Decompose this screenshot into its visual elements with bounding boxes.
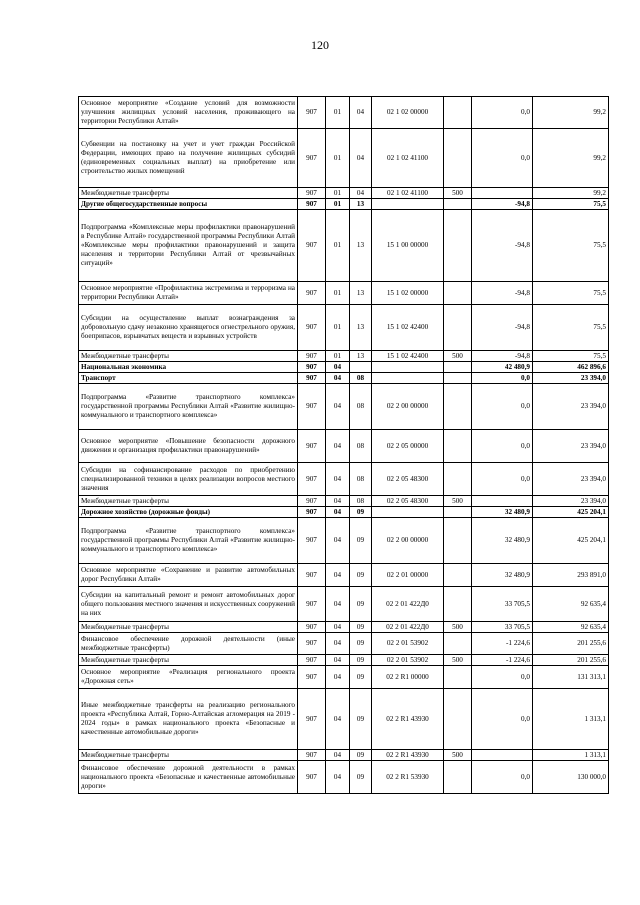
row-expense-type [444, 210, 472, 282]
row-target-article: 02 2 01 53902 [372, 633, 444, 655]
row-section-code: 04 [326, 761, 350, 794]
row-name: Межбюджетные трансферты [79, 351, 298, 362]
row-total-amount: 75,5 [533, 199, 609, 210]
row-expense-type: 500 [444, 622, 472, 633]
row-ved-code: 907 [298, 633, 326, 655]
table-row [79, 633, 609, 655]
row-name: Межбюджетные трансферты [79, 655, 298, 666]
table-row [79, 496, 609, 507]
row-change-amount [472, 496, 533, 507]
row-total-amount: 75,5 [533, 351, 609, 362]
row-name: Межбюджетные трансферты [79, 188, 298, 199]
row-total-amount: 92 635,4 [533, 622, 609, 633]
row-subsection-code: 13 [350, 305, 372, 351]
row-expense-type [444, 761, 472, 794]
row-change-amount: -94,8 [472, 305, 533, 351]
row-ved-code: 907 [298, 496, 326, 507]
row-name: Финансовое обеспечение дорожной деятельности (иные межбюджетные трансферты) [79, 633, 298, 655]
row-subsection-code: 13 [350, 351, 372, 362]
row-total-amount: 92 635,4 [533, 587, 609, 622]
row-expense-type [444, 97, 472, 129]
row-expense-type [444, 282, 472, 305]
row-expense-type [444, 564, 472, 587]
row-subsection-code: 09 [350, 507, 372, 518]
row-total-amount: 201 255,6 [533, 633, 609, 655]
row-subsection-code: 09 [350, 666, 372, 689]
row-change-amount: 0,0 [472, 97, 533, 129]
row-target-article: 02 2 01 422Д0 [372, 587, 444, 622]
row-expense-type [444, 384, 472, 430]
row-subsection-code: 04 [350, 97, 372, 129]
row-name: Другие общегосударственные вопросы [79, 199, 298, 210]
row-section-code: 01 [326, 199, 350, 210]
row-subsection-code: 13 [350, 199, 372, 210]
table-row [79, 351, 609, 362]
row-ved-code: 907 [298, 384, 326, 430]
budget-table-body [79, 97, 609, 794]
table-row [79, 362, 609, 373]
row-section-code: 01 [326, 282, 350, 305]
row-name: Основное мероприятие «Сохранение и развитие автомобильных дорог Республики Алтай» [79, 564, 298, 587]
row-total-amount: 1 313,1 [533, 689, 609, 750]
row-section-code: 01 [326, 210, 350, 282]
row-name: Национальная экономика [79, 362, 298, 373]
row-name: Субсидии на осуществление выплат вознаграждения за добровольную сдачу незаконно хранящегося огнестрельного оружия, боеприпасов, взрывчатых веществ и взрывных устройств [79, 305, 298, 351]
row-subsection-code: 09 [350, 564, 372, 587]
row-section-code: 04 [326, 633, 350, 655]
row-change-amount: 0,0 [472, 129, 533, 188]
row-name: Транспорт [79, 373, 298, 384]
row-ved-code: 907 [298, 518, 326, 564]
row-total-amount: 293 891,0 [533, 564, 609, 587]
table-row [79, 384, 609, 430]
row-change-amount [472, 750, 533, 761]
row-change-amount: 33 705,5 [472, 622, 533, 633]
row-total-amount: 1 313,1 [533, 750, 609, 761]
row-name: Основное мероприятие «Профилактика экстремизма и терроризма на территории Республики Алтай» [79, 282, 298, 305]
page-number: 120 [311, 38, 329, 52]
row-ved-code: 907 [298, 761, 326, 794]
row-name: Субвенции на постановку на учет и учет граждан Российской Федерации, имеющих право на получение жилищных субсидий (единовременных социальных выплат) на приобретение или строительство жилых помещений [79, 129, 298, 188]
row-subsection-code: 08 [350, 373, 372, 384]
row-ved-code: 907 [298, 97, 326, 129]
row-target-article [372, 362, 444, 373]
row-section-code: 04 [326, 463, 350, 496]
row-ved-code: 907 [298, 564, 326, 587]
table-row [79, 430, 609, 463]
table-row [79, 199, 609, 210]
row-change-amount: 0,0 [472, 463, 533, 496]
row-expense-type [444, 666, 472, 689]
row-subsection-code: 08 [350, 430, 372, 463]
row-name: Субсидии на софинансирование расходов по приобретению специализированной техники в целях реализации вопросов местного значения [79, 463, 298, 496]
row-target-article: 02 2 R1 43930 [372, 750, 444, 761]
row-total-amount: 99,2 [533, 97, 609, 129]
row-expense-type [444, 507, 472, 518]
row-section-code: 04 [326, 518, 350, 564]
row-target-article: 15 1 02 00000 [372, 282, 444, 305]
row-change-amount: 32 480,9 [472, 518, 533, 564]
row-change-amount [472, 188, 533, 199]
row-change-amount: -94,8 [472, 210, 533, 282]
row-section-code: 04 [326, 750, 350, 761]
row-name: Иные межбюджетные трансферты на реализацию регионального проекта «Республика Алтай, Горно-Алтайская агломерация на 2019 - 2024 годы» в рамках национального проекта «Безопасные и качественные автомобильные дороги» [79, 689, 298, 750]
row-target-article: 02 2 R1 53930 [372, 761, 444, 794]
table-row [79, 282, 609, 305]
row-target-article: 02 2 01 422Д0 [372, 622, 444, 633]
row-target-article: 02 2 05 48300 [372, 463, 444, 496]
row-target-article: 02 2 05 48300 [372, 496, 444, 507]
row-ved-code: 907 [298, 587, 326, 622]
row-ved-code: 907 [298, 655, 326, 666]
row-name: Финансовое обеспечение дорожной деятельности в рамках национального проекта «Безопасные и качественные автомобильные дороги» [79, 761, 298, 794]
row-section-code: 01 [326, 351, 350, 362]
row-total-amount: 23 394,0 [533, 463, 609, 496]
row-change-amount: 0,0 [472, 689, 533, 750]
row-subsection-code: 04 [350, 188, 372, 199]
row-subsection-code: 08 [350, 384, 372, 430]
row-ved-code: 907 [298, 666, 326, 689]
row-total-amount: 131 313,1 [533, 666, 609, 689]
row-section-code: 04 [326, 622, 350, 633]
row-ved-code: 907 [298, 199, 326, 210]
row-section-code: 01 [326, 188, 350, 199]
row-name: Межбюджетные трансферты [79, 496, 298, 507]
table-row [79, 305, 609, 351]
row-ved-code: 907 [298, 750, 326, 761]
row-change-amount: 0,0 [472, 666, 533, 689]
row-target-article: 02 2 R1 00000 [372, 666, 444, 689]
row-target-article: 02 1 02 00000 [372, 97, 444, 129]
row-subsection-code: 13 [350, 210, 372, 282]
row-target-article [372, 199, 444, 210]
table-row [79, 518, 609, 564]
row-subsection-code: 09 [350, 633, 372, 655]
row-target-article [372, 373, 444, 384]
row-total-amount: 425 204,1 [533, 518, 609, 564]
row-subsection-code: 09 [350, 689, 372, 750]
table-row [79, 188, 609, 199]
row-name: Подпрограмма «Развитие транспортного комплекса» государственной программы Республики Алтай «Развитие жилищно-коммунального и транспортного комплекса» [79, 384, 298, 430]
row-subsection-code: 09 [350, 587, 372, 622]
row-name: Основное мероприятие «Повышение безопасности дорожного движения и организация профилактики правонарушений» [79, 430, 298, 463]
table-row [79, 129, 609, 188]
row-total-amount: 75,5 [533, 210, 609, 282]
row-expense-type: 500 [444, 750, 472, 761]
row-total-amount: 425 204,1 [533, 507, 609, 518]
row-expense-type: 500 [444, 188, 472, 199]
row-change-amount: 0,0 [472, 430, 533, 463]
row-subsection-code: 09 [350, 622, 372, 633]
table-row [79, 761, 609, 794]
row-expense-type [444, 430, 472, 463]
row-total-amount: 99,2 [533, 129, 609, 188]
row-expense-type [444, 633, 472, 655]
row-total-amount: 23 394,0 [533, 430, 609, 463]
row-target-article: 15 1 02 42400 [372, 351, 444, 362]
row-section-code: 04 [326, 362, 350, 373]
row-target-article: 02 2 R1 43930 [372, 689, 444, 750]
row-ved-code: 907 [298, 210, 326, 282]
row-total-amount: 75,5 [533, 305, 609, 351]
row-ved-code: 907 [298, 463, 326, 496]
table-row [79, 564, 609, 587]
table-row [79, 689, 609, 750]
row-subsection-code: 08 [350, 463, 372, 496]
row-section-code: 04 [326, 666, 350, 689]
row-name: Межбюджетные трансферты [79, 622, 298, 633]
row-total-amount: 201 255,6 [533, 655, 609, 666]
row-target-article: 02 1 02 41100 [372, 188, 444, 199]
row-subsection-code: 08 [350, 496, 372, 507]
row-change-amount: 33 705,5 [472, 587, 533, 622]
row-ved-code: 907 [298, 362, 326, 373]
row-change-amount: 0,0 [472, 384, 533, 430]
row-section-code: 01 [326, 305, 350, 351]
row-ved-code: 907 [298, 507, 326, 518]
row-subsection-code: 04 [350, 129, 372, 188]
row-section-code: 04 [326, 655, 350, 666]
row-expense-type [444, 305, 472, 351]
row-subsection-code: 13 [350, 282, 372, 305]
table-row [79, 463, 609, 496]
row-target-article: 02 2 00 00000 [372, 518, 444, 564]
row-section-code: 04 [326, 496, 350, 507]
row-expense-type [444, 362, 472, 373]
row-section-code: 04 [326, 430, 350, 463]
table-row [79, 373, 609, 384]
row-expense-type [444, 587, 472, 622]
row-name: Субсидии на капитальный ремонт и ремонт автомобильных дорог общего пользования местного значения и искусственных сооружений на них [79, 587, 298, 622]
row-expense-type: 500 [444, 351, 472, 362]
row-name: Подпрограмма «Комплексные меры профилактики правонарушений в Республике Алтай» государственной программы Республики Алтай «Комплексные меры профилактики правонарушений и защита населения и территории Республики Алтай от чрезвычайных ситуаций» [79, 210, 298, 282]
row-change-amount: -94,8 [472, 282, 533, 305]
row-target-article: 02 1 02 41100 [372, 129, 444, 188]
row-subsection-code [350, 362, 372, 373]
row-subsection-code: 09 [350, 750, 372, 761]
table-row [79, 97, 609, 129]
row-section-code: 04 [326, 689, 350, 750]
row-section-code: 04 [326, 587, 350, 622]
row-expense-type [444, 129, 472, 188]
row-expense-type [444, 518, 472, 564]
row-name: Основное мероприятие «Реализация регионального проекта «Дорожная сеть» [79, 666, 298, 689]
row-total-amount: 462 896,6 [533, 362, 609, 373]
row-ved-code: 907 [298, 305, 326, 351]
row-section-code: 01 [326, 129, 350, 188]
row-target-article: 02 2 00 00000 [372, 384, 444, 430]
table-row [79, 655, 609, 666]
row-ved-code: 907 [298, 282, 326, 305]
row-expense-type [444, 373, 472, 384]
row-ved-code: 907 [298, 129, 326, 188]
table-row [79, 587, 609, 622]
row-section-code: 04 [326, 373, 350, 384]
row-ved-code: 907 [298, 430, 326, 463]
row-change-amount: 32 480,9 [472, 507, 533, 518]
row-change-amount: 0,0 [472, 373, 533, 384]
row-total-amount: 99,2 [533, 188, 609, 199]
table-row [79, 622, 609, 633]
row-total-amount: 23 394,0 [533, 373, 609, 384]
row-target-article: 02 2 05 00000 [372, 430, 444, 463]
row-target-article: 02 2 01 00000 [372, 564, 444, 587]
row-change-amount: 32 480,9 [472, 564, 533, 587]
row-change-amount: 0,0 [472, 761, 533, 794]
row-target-article: 02 2 01 53902 [372, 655, 444, 666]
row-expense-type [444, 463, 472, 496]
row-ved-code: 907 [298, 622, 326, 633]
row-change-amount: -1 224,6 [472, 633, 533, 655]
row-total-amount: 130 000,0 [533, 761, 609, 794]
row-ved-code: 907 [298, 188, 326, 199]
row-change-amount: -94,8 [472, 351, 533, 362]
row-section-code: 01 [326, 97, 350, 129]
table-row [79, 507, 609, 518]
row-subsection-code: 09 [350, 655, 372, 666]
table-row [79, 750, 609, 761]
row-subsection-code: 09 [350, 761, 372, 794]
row-change-amount: -1 224,6 [472, 655, 533, 666]
row-subsection-code: 09 [350, 518, 372, 564]
row-expense-type [444, 199, 472, 210]
row-ved-code: 907 [298, 351, 326, 362]
row-change-amount: -94,8 [472, 199, 533, 210]
table-row [79, 666, 609, 689]
row-total-amount: 23 394,0 [533, 496, 609, 507]
row-target-article [372, 507, 444, 518]
row-section-code: 04 [326, 384, 350, 430]
row-ved-code: 907 [298, 689, 326, 750]
row-expense-type [444, 689, 472, 750]
row-name: Межбюджетные трансферты [79, 750, 298, 761]
row-section-code: 04 [326, 564, 350, 587]
row-name: Подпрограмма «Развитие транспортного комплекса» государственной программы Республики Алтай «Развитие жилищно-коммунального и транспортного комплекса» [79, 518, 298, 564]
budget-table [78, 96, 609, 794]
row-expense-type: 500 [444, 655, 472, 666]
row-target-article: 15 1 02 42400 [372, 305, 444, 351]
row-name: Основное мероприятие «Создание условий для возможности улучшения жилищных условий населения, проживающего на территории Республики Алтай» [79, 97, 298, 129]
row-name: Дорожное хозяйство (дорожные фонды) [79, 507, 298, 518]
row-ved-code: 907 [298, 373, 326, 384]
row-total-amount: 75,5 [533, 282, 609, 305]
row-change-amount: 42 480,9 [472, 362, 533, 373]
table-row [79, 210, 609, 282]
row-expense-type: 500 [444, 496, 472, 507]
row-target-article: 15 1 00 00000 [372, 210, 444, 282]
row-total-amount: 23 394,0 [533, 384, 609, 430]
row-section-code: 04 [326, 507, 350, 518]
